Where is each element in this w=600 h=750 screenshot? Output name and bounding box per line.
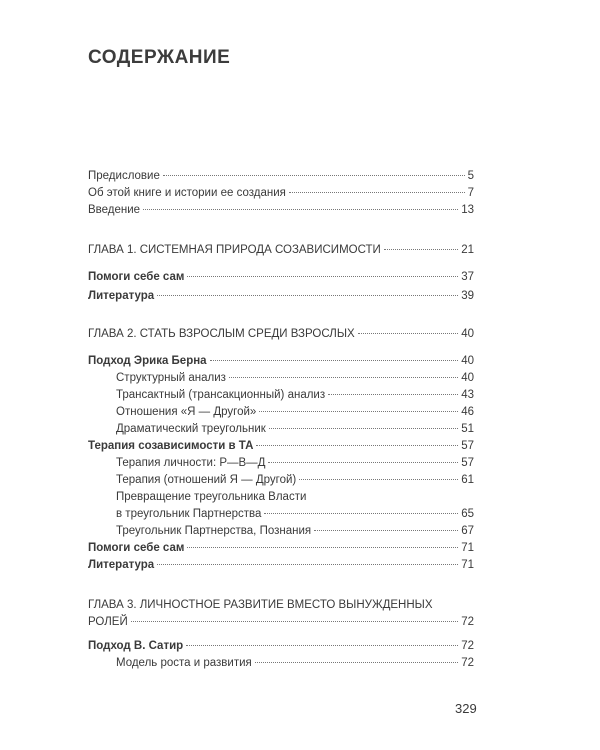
- toc-entry-label: Введение: [88, 204, 141, 216]
- toc-entry-label: Терапия (отношений Я — Другой): [116, 474, 297, 486]
- toc-entry-preface[interactable]: [88, 168, 474, 184]
- toc-entry-chapter-3[interactable]: [88, 614, 474, 630]
- toc-entry-power-triangle[interactable]: [116, 506, 474, 522]
- toc-page-number: 37: [461, 271, 474, 283]
- dot-leader: [259, 410, 458, 412]
- toc-page-number: 43: [461, 389, 474, 401]
- toc-page-number: 61: [461, 474, 474, 486]
- dot-leader: [187, 275, 458, 277]
- toc-entry-relationship-therapy[interactable]: [116, 472, 474, 488]
- toc-entry-label: Терапия личности: Р—В—Д: [116, 457, 266, 469]
- toc-entry-chapter-1[interactable]: [88, 242, 474, 258]
- toc-entry-label: Модель роста и развития: [116, 657, 252, 669]
- toc-entry-label: Структурный анализ: [116, 372, 226, 384]
- toc-entry-label: Предисловие: [88, 170, 160, 182]
- dot-leader: [268, 461, 458, 463]
- toc-page-number: 57: [461, 440, 474, 452]
- dot-leader: [328, 393, 458, 395]
- toc-entry-label: ГЛАВА 1. СИСТЕМНАЯ ПРИРОДА СОЗАВИСИМОСТИ: [88, 244, 381, 256]
- dot-leader: [157, 294, 458, 296]
- toc-page-number: 71: [461, 542, 474, 554]
- dot-leader: [269, 427, 458, 429]
- toc-entry-self-help-2[interactable]: [88, 540, 474, 556]
- toc-page-number: 72: [461, 640, 474, 652]
- dot-leader: [143, 208, 458, 210]
- toc-page-number: 67: [461, 525, 474, 537]
- toc-entry-label: Помоги себе сам: [88, 271, 185, 283]
- dot-leader: [229, 376, 458, 378]
- toc-entry-label: Драматический треугольник: [116, 423, 266, 435]
- toc-page-number: 40: [461, 328, 474, 340]
- toc-entry-growth-model[interactable]: [116, 655, 474, 671]
- dot-leader: [131, 620, 458, 622]
- toc-entry-personality-therapy[interactable]: [116, 455, 474, 471]
- toc-page-number: 71: [461, 559, 474, 571]
- toc-entry-structural-analysis[interactable]: [116, 370, 474, 386]
- dot-leader: [186, 644, 458, 646]
- toc-page-number: 5: [467, 170, 474, 182]
- toc-entry-satir-approach[interactable]: [88, 638, 474, 654]
- toc-page-number: 46: [461, 406, 474, 418]
- toc-entry-label: Трансактный (трансакционный) анализ: [116, 389, 326, 401]
- toc-entry-label: РОЛЕЙ: [88, 616, 128, 628]
- toc-page-number: 72: [461, 657, 474, 669]
- toc-entry-partnership-triangle[interactable]: [116, 523, 474, 539]
- toc-entry-transactional-analysis[interactable]: [116, 387, 474, 403]
- dot-leader: [256, 444, 458, 446]
- toc-entry-introduction[interactable]: [88, 202, 474, 218]
- toc-page-number: 51: [461, 423, 474, 435]
- dot-leader: [289, 191, 465, 193]
- toc-entry-label: Подход В. Сатир: [88, 640, 184, 652]
- toc-chapter-3-line-1[interactable]: ГЛАВА 3. ЛИЧНОСТНОЕ РАЗВИТИЕ ВМЕСТО ВЫНУЖДЕННЫХ: [88, 599, 433, 611]
- toc-entry-label: Об этой книге и истории ее создания: [88, 187, 286, 199]
- toc-page-number: 21: [461, 244, 474, 256]
- toc-entry-label: Терапия созависимости в ТА: [88, 440, 254, 452]
- dot-leader: [358, 332, 459, 334]
- toc-entry-label: Подход Эрика Берна: [88, 355, 207, 367]
- toc-page-number: 65: [461, 508, 474, 520]
- toc-entry-chapter-2[interactable]: [88, 326, 474, 342]
- dot-leader: [210, 359, 459, 361]
- dot-leader: [157, 563, 458, 565]
- toc-entry-label: Треугольник Партнерства, Познания: [116, 525, 312, 537]
- toc-entry-about-book[interactable]: [88, 185, 474, 201]
- toc-entry-label: Литература: [88, 290, 155, 302]
- toc-entry-label: ГЛАВА 2. СТАТЬ ВЗРОСЛЫМ СРЕДИ ВЗРОСЛЫХ: [88, 328, 355, 340]
- toc-entry-label: Литература: [88, 559, 155, 571]
- dot-leader: [264, 512, 458, 514]
- toc-entry-literature-1[interactable]: [88, 288, 474, 304]
- toc-page-number: 7: [467, 187, 474, 199]
- dot-leader: [314, 529, 458, 531]
- dot-leader: [163, 174, 465, 176]
- toc-entry-label: в треугольник Партнерства: [116, 508, 262, 520]
- toc-entry-ta-therapy[interactable]: [88, 438, 474, 454]
- dot-leader: [255, 661, 458, 663]
- toc-entry-self-help-1[interactable]: [88, 269, 474, 285]
- toc-entry-label: Отношения «Я — Другой»: [116, 406, 257, 418]
- toc-entry-label: Помоги себе сам: [88, 542, 185, 554]
- page-title: СОДЕРЖАНИЕ: [88, 47, 231, 68]
- toc-page-number: 57: [461, 457, 474, 469]
- toc-page-number: 40: [461, 372, 474, 384]
- dot-leader: [384, 248, 458, 250]
- toc-entry-berne-approach[interactable]: [88, 353, 474, 369]
- toc-page-number: 40: [461, 355, 474, 367]
- toc-entry-label-line[interactable]: Превращение треугольника Власти: [116, 491, 307, 503]
- toc-entry-literature-2[interactable]: [88, 557, 474, 573]
- page-number: 329: [455, 701, 477, 716]
- dot-leader: [187, 546, 458, 548]
- dot-leader: [299, 478, 458, 480]
- toc-page-number: 13: [461, 204, 474, 216]
- toc-page-number: 72: [461, 616, 474, 628]
- toc-entry-relationships[interactable]: [116, 404, 474, 420]
- toc-page-number: 39: [461, 290, 474, 302]
- toc-entry-drama-triangle[interactable]: [116, 421, 474, 437]
